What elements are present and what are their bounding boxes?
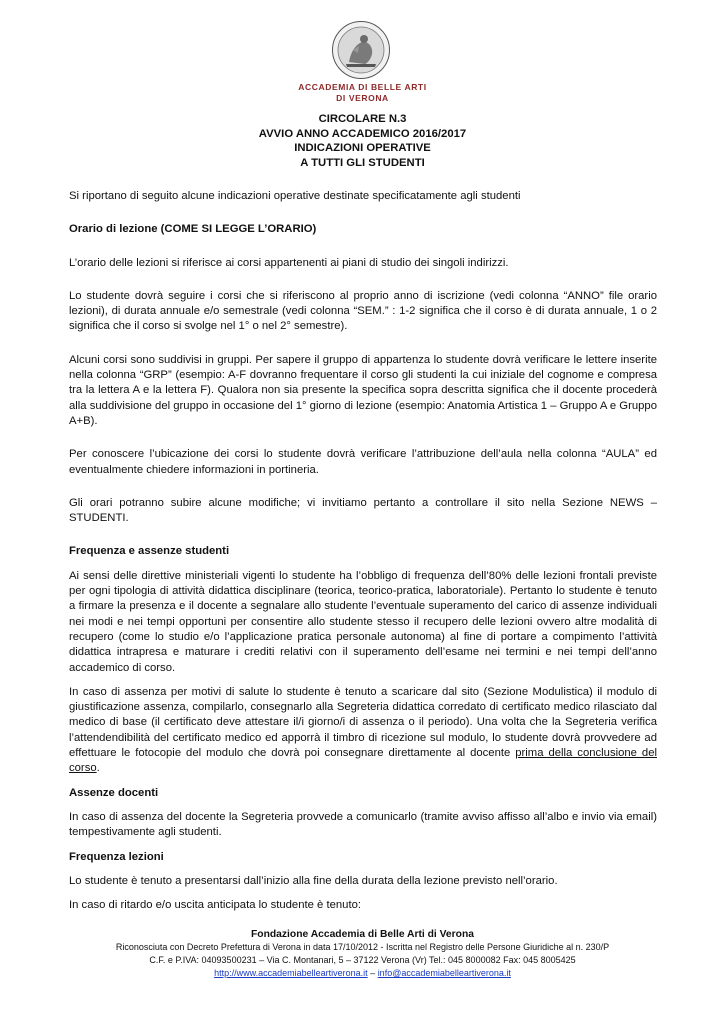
frequenza-paragraph-2-text: In caso di assenza per motivi di salute lo studente è tenuto a scaricare dal sito (Sezione Modulistica) il modulo di giustificazione assenza, compilarlo, consegnarlo alla Segreteria didattica corredato di certificato medico rilasciato dal medico di base (il certificato deve attestare il/i giorno/i di assenza o il periodo). Una volta che la Segreteria verifica l’attendendibilità del certificato medico ed apporrà il timbro di ricezione sul modulo, lo studente dovrà provvedere ad effettuare le fotocopie del modulo che dovrà poi consegnare direttamente al docente [69, 685, 657, 760]
orario-paragraph-1: L’orario delle lezioni si riferisce ai corsi appartenenti ai piani di studio dei singoli indirizzi. [69, 256, 509, 269]
frequenza-lezioni-paragraph-2: In caso di ritardo e/o uscita anticipata lo studente è tenuto: [69, 899, 362, 912]
circular-number: CIRCOLARE N.3 [318, 113, 407, 125]
institution-name: ACCADEMIA DI BELLE ARTI [298, 82, 427, 92]
section-heading-frequenza: Frequenza e assenze studenti [69, 545, 230, 558]
frequenza-paragraph-2 [69, 685, 657, 777]
orario-paragraph-2: Lo studente dovrà seguire i corsi che si riferiscono al proprio anno di iscrizione (vedi colonna “ANNO” file orario lezioni), di durata annuale e/o semestrale (vedi colonna “SEM.” : 1-2 significa che il corso è di durata annuale, 1 o 2 significa che il corso si svolge nel 1° o nel 2° semestre). [69, 289, 657, 333]
footer-contacts: C.F. e P.IVA: 04093500231 – Via C. Montanari, 5 – 37122 Verona (Vr) Tel.: 045 8000082 Fax: 045 8005425 [149, 955, 576, 965]
footer-links [0, 967, 725, 980]
email-link[interactable]: info@accademiabelleartiverona.it [377, 968, 511, 978]
footer-title: Fondazione Accademia di Belle Arti di Verona [251, 929, 474, 940]
circular-heading [0, 112, 725, 170]
footer-registration: Riconosciuta con Decreto Prefettura di Verona in data 17/10/2012 - Iscritta nel Registro delle Persone Giuridiche al n. 230/P [115, 942, 610, 952]
circular-type: INDICAZIONI OPERATIVE [294, 142, 431, 154]
orario-paragraph-4: Per conoscere l’ubicazione dei corsi lo studente dovrà verificare l’attribuzione dell’aula nella colonna “AULA” ed eventualmente chiedere informazioni in portineria. [69, 448, 657, 476]
frequenza-paragraph-1: Ai sensi delle direttive ministeriali vigenti lo studente ha l’obbligo di frequenza dell’80% delle lezioni frontali previste per ogni tipologia di attività didattica disciplinare (teorica, teorico-pratica, laboratoriale). Pertanto lo studente è tenuto a firmare la presenza e il docente a segnalare allo studente l’eventuale superamento del carico di assenze individuali nei modi e nei tempi opportuni per consentire allo studente stesso il recupero delle lezioni ovvero altre modalità di recupero (come lo studio e/o l’applicazione pratica personale autonoma) al fine di portare a compimento l’attività didattica intrapresa e maturare i crediti relativi con il superamento dell’esame nei termini e nei tempi dell’anno accademico di corso. [69, 569, 657, 674]
section-heading-orario: Orario di lezione (COME SI LEGGE L’ORARIO) [69, 223, 317, 236]
orario-paragraph-5: Gli orari potranno subire alcune modifiche; vi invitiamo pertanto a controllare il sito nella Sezione NEWS – STUDENTI. [69, 496, 657, 525]
circular-recipients: A TUTTI GLI STUDENTI [300, 156, 425, 169]
deadline-underlined: prima della conclusione del corso [69, 747, 657, 775]
intro-paragraph: Si riportano di seguito alcune indicazioni operative destinate specificatamente agli studenti [69, 190, 521, 202]
website-link[interactable]: http://www.accademiabelleartiverona.it [214, 968, 368, 978]
section-heading-assenze-docenti: Assenze docenti [69, 786, 159, 799]
document-body [69, 189, 657, 913]
circular-subject: AVVIO ANNO ACCADEMICO 2016/2017 [258, 127, 467, 140]
frequenza-lezioni-paragraph-1: Lo studente è tenuto a presentarsi dall’inizio alla fine della durata della lezione previsto nell’orario. [69, 874, 558, 887]
page-footer [0, 928, 725, 980]
section-heading-frequenza-lezioni: Frequenza lezioni [69, 850, 164, 863]
academy-seal-logo [331, 20, 391, 80]
assenze-docenti-paragraph: In caso di assenza del docente la Segreteria provvede a comunicarlo (tramite avviso affisso all’albo e invio via email) tempestivamente agli studenti. [69, 810, 657, 839]
paragraph-end: . [96, 762, 100, 775]
orario-paragraph-3: Alcuni corsi sono suddivisi in gruppi. Per sapere il gruppo di appartenza lo studente dovrà verificare le lettere inserite nella colonna “GRP” (esempio: A-F dovranno frequentare il corso gli studenti la cui iniziale del cognome e compresa tra la lettera A e la lettera F). Qualora non sia presente la specifica sopra descritta significa che il docente procederà alla suddivisione del gruppo in occasione del 1° giorno di lezione (esempio: Anatomia Artistica 1 – Gruppo A e Gruppo A+B). [69, 353, 657, 427]
link-separator: – [367, 968, 378, 978]
institution-city: DI VERONA [336, 93, 389, 103]
